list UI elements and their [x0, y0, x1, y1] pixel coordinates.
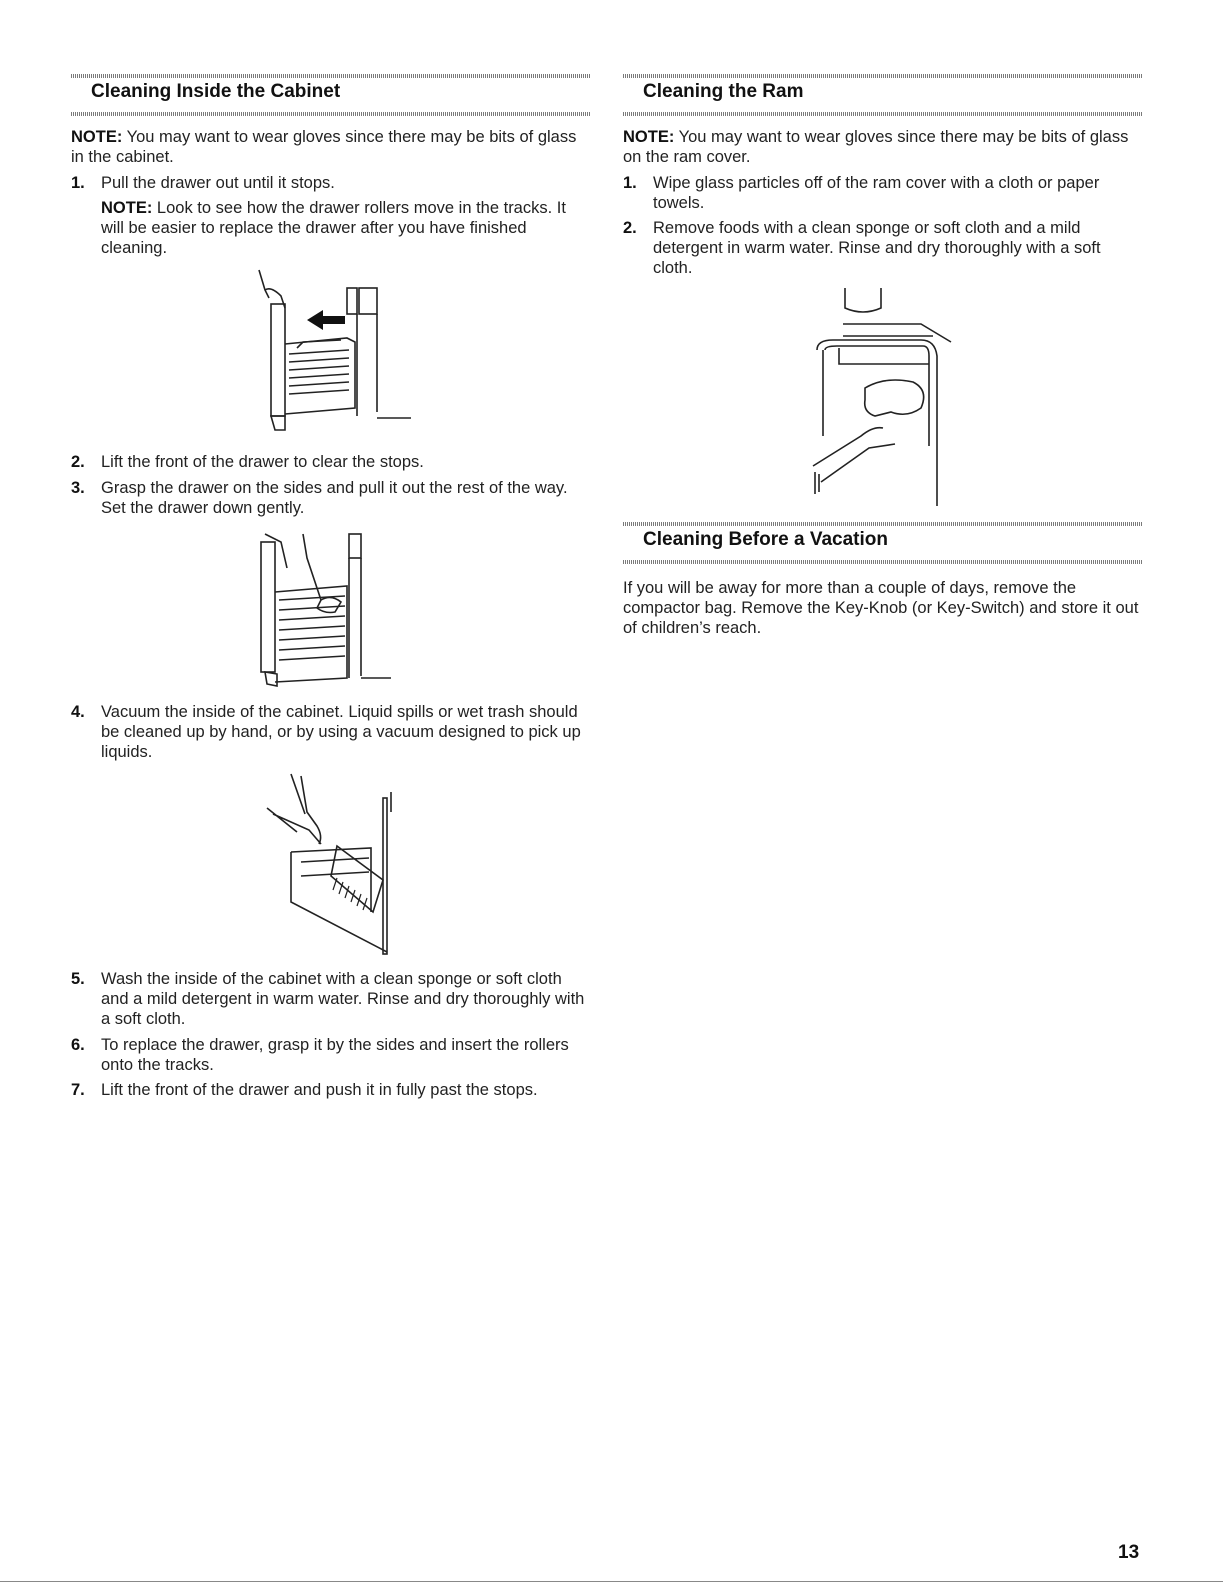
cabinet-note	[71, 127, 591, 167]
step-text: Pull the drawer out until it stops.	[101, 174, 335, 192]
note-text: Look to see how the drawer rollers move in the tracks. It will be easier to replace the drawer after you have finished cleaning.	[101, 199, 566, 257]
cabinet-step-1	[71, 173, 591, 193]
note-text: You may want to wear gloves since there may be bits of glass in the cabinet.	[71, 128, 577, 166]
step-text: To replace the drawer, grasp it by the sides and insert the rollers onto the tracks.	[101, 1036, 569, 1074]
step-number: 5.	[71, 970, 85, 988]
vacuum-cabinet-illustration	[261, 772, 411, 960]
drawer-rollers-note	[101, 198, 591, 258]
step-text: Remove foods with a clean sponge or soft cloth and a mild detergent in warm water. Rinse and dry thoroughly with a soft cloth.	[653, 219, 1101, 277]
step-text: Vacuum the inside of the cabinet. Liquid spills or wet trash should be cleaned up by hand, or by using a vacuum designed to pick up liquids.	[101, 703, 581, 761]
drawer-grasp-illustration	[251, 528, 411, 690]
cabinet-step-7	[71, 1080, 591, 1100]
arrow-left-icon	[307, 310, 345, 330]
cabinet-step-4	[71, 702, 591, 762]
vacation-text: If you will be away for more than a couple of days, remove the compactor bag. Remove the Key-Knob (or Key-Switch) and store it out of children’s reach.	[623, 579, 1139, 637]
step-text: Lift the front of the drawer to clear the stops.	[101, 453, 424, 471]
step-number: 2.	[623, 219, 637, 237]
step-text: Lift the front of the drawer and push it in fully past the stops.	[101, 1081, 538, 1099]
step-number: 4.	[71, 703, 85, 721]
step-number: 7.	[71, 1081, 85, 1099]
section-title-cabinet: Cleaning Inside the Cabinet	[91, 81, 341, 102]
page-number: 13	[1118, 1542, 1140, 1563]
drawer-pull-illustration	[251, 268, 411, 436]
section-header-ram	[623, 74, 1143, 116]
header-rule-top	[71, 74, 591, 78]
cabinet-step-5	[71, 969, 591, 1029]
note-label: NOTE:	[623, 128, 675, 146]
header-rule-bottom	[623, 112, 1143, 116]
step-number: 1.	[71, 174, 85, 192]
step-text: Wash the inside of the cabinet with a clean sponge or soft cloth and a mild detergent in warm water. Rinse and dry thoroughly with a soft cloth.	[101, 970, 585, 1028]
bottom-rule	[0, 1581, 1223, 1582]
cabinet-step-2	[71, 452, 591, 472]
ram-note	[623, 127, 1143, 167]
note-text: You may want to wear gloves since there may be bits of glass on the ram cover.	[623, 128, 1129, 166]
cabinet-step-6	[71, 1035, 591, 1075]
cabinet-step-3	[71, 478, 591, 518]
step-number: 1.	[623, 174, 637, 192]
section-header-cabinet	[71, 74, 591, 116]
section-header-vacation	[623, 522, 1143, 564]
header-rule-top	[623, 74, 1143, 78]
section-title-vacation: Cleaning Before a Vacation	[643, 529, 888, 550]
step-text: Grasp the drawer on the sides and pull it out the rest of the way. Set the drawer down gently.	[101, 479, 568, 517]
step-number: 6.	[71, 1036, 85, 1054]
header-rule-bottom	[623, 560, 1143, 564]
step-number: 2.	[71, 453, 85, 471]
note-label: NOTE:	[71, 128, 123, 146]
ram-step-1	[623, 173, 1143, 213]
step-text: Wipe glass particles off of the ram cover with a cloth or paper towels.	[653, 174, 1100, 212]
ram-step-2	[623, 218, 1143, 278]
step-number: 3.	[71, 479, 85, 497]
section-title-ram: Cleaning the Ram	[643, 81, 804, 102]
header-rule-bottom	[71, 112, 591, 116]
ram-wipe-illustration	[803, 286, 963, 512]
note-label: NOTE:	[101, 199, 153, 217]
header-rule-top	[623, 522, 1143, 526]
